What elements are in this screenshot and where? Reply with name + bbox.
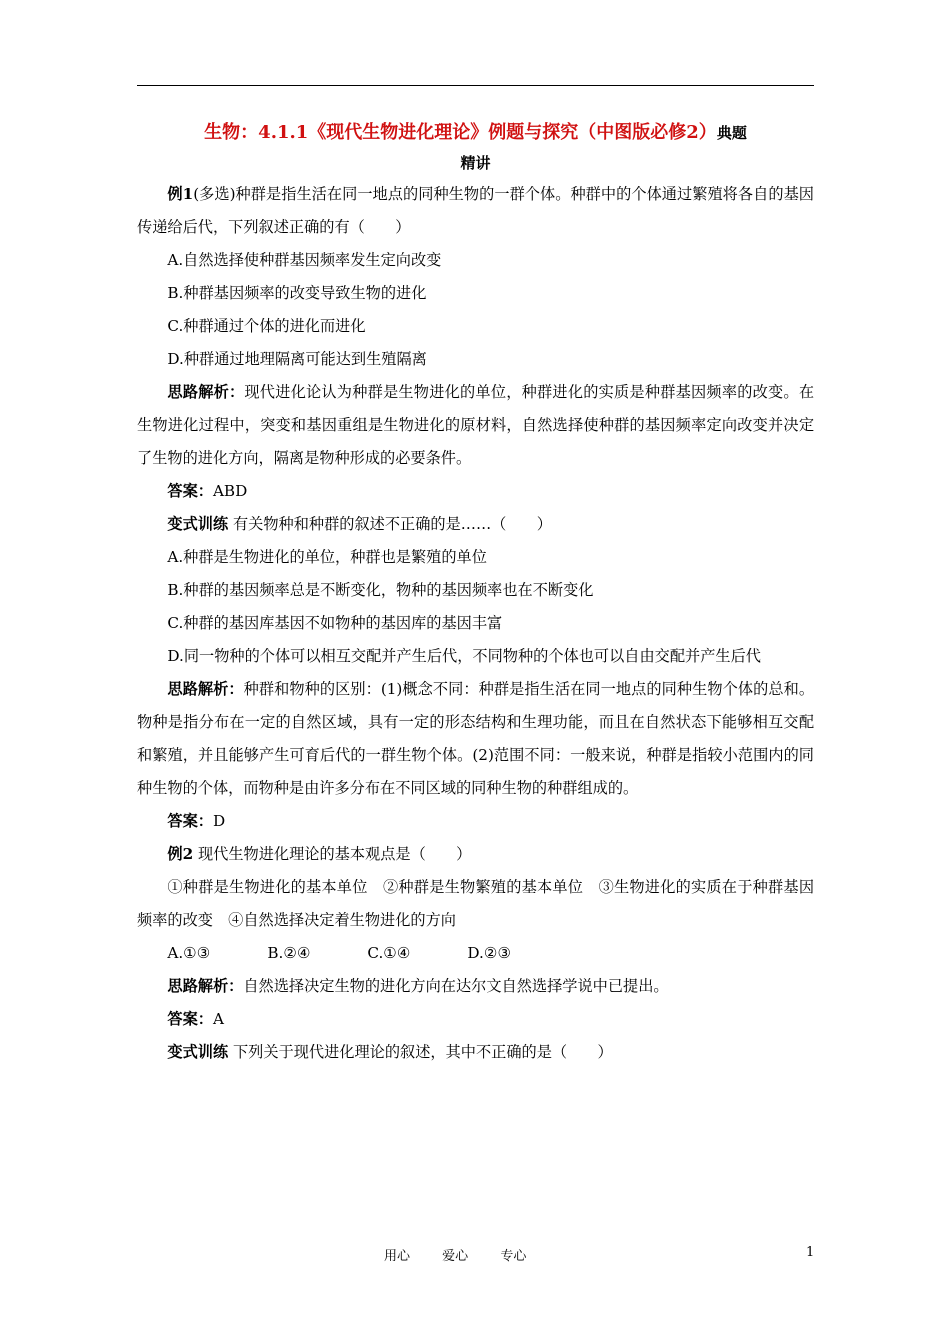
ex2-option-c: C.①④ xyxy=(367,944,411,962)
var1-option-b: B.种群的基因频率总是不断变化，物种的基因频率也在不断变化 xyxy=(167,581,594,599)
ex2-question xyxy=(137,838,814,871)
ex1-option-c: C.种群通过个体的进化而进化 xyxy=(167,317,366,335)
ex1-answer-label: 答案： xyxy=(167,482,213,500)
ex2-label: 例2 xyxy=(167,845,194,863)
ex2-option-a: A.①③ xyxy=(167,944,211,962)
ex2-answer xyxy=(137,1003,814,1036)
ex2-answer-label: 答案： xyxy=(167,1010,213,1028)
var1-answer xyxy=(137,805,814,838)
ex2-option-b: B.②④ xyxy=(267,944,311,962)
ex1-label: 例1 xyxy=(167,185,194,203)
var1-label: 变式训练 xyxy=(167,515,229,533)
var1-question xyxy=(137,508,814,541)
footer-item-3: 专心 xyxy=(500,1249,527,1264)
var1-option-a: A.种群是生物进化的单位，种群也是繁殖的单位 xyxy=(167,548,487,566)
ex1-option-d: D.种群通过地理隔离可能达到生殖隔离 xyxy=(167,350,427,368)
ex2-analysis xyxy=(137,970,814,1003)
footer-item-1: 用心 xyxy=(384,1249,411,1264)
var1-option-d: D.同一物种的个体可以相互交配并产生后代，不同物种的个体也可以自由交配并产生后代 xyxy=(167,647,761,665)
var1-analysis-text: 种群和物种的区别：(1)概念不同：种群是指生活在同一地点的同种生物个体的总和。物种是指分布在一定的自然区域，具有一定的形态结构和生理功能，而且在自然状态下能够相互交配和繁殖，并且能够产生可育后代的一群生物个体。(2)范围不同：一般来说，种群是指较小范围内的同种生物的个体，而物种是由许多分布在不同区域的同种生物的种群组成的。 xyxy=(137,680,815,797)
ex2-option-d: D.②③ xyxy=(467,944,512,962)
ex2-options xyxy=(137,937,814,970)
ex1-question xyxy=(137,178,814,244)
var2-text: 下列关于现代进化理论的叙述，其中不正确的是（ ） xyxy=(228,1043,613,1061)
ex2-analysis-label: 思路解析： xyxy=(167,977,244,995)
footer-item-2: 爱心 xyxy=(442,1249,469,1264)
ex1-text: (多选)种群是指生活在同一地点的同种生物的一群个体。种群中的个体通过繁殖将各自的基因传递给后代，下列叙述正确的有（ ） xyxy=(137,185,814,236)
document-page xyxy=(137,118,814,1069)
title-black: 典题 xyxy=(716,124,747,142)
header-rule xyxy=(137,85,814,86)
var2-question xyxy=(137,1036,814,1069)
ex1-option-a: A.自然选择使种群基因频率发生定向改变 xyxy=(167,251,442,269)
var2-label: 变式训练 xyxy=(167,1043,229,1061)
var1-answer-text: D xyxy=(212,812,226,830)
ex1-analysis-label: 思路解析： xyxy=(167,383,245,401)
var1-analysis-label: 思路解析： xyxy=(167,680,244,698)
var1-answer-label: 答案： xyxy=(167,812,213,830)
ex2-answer-text: A xyxy=(212,1010,224,1028)
document-title xyxy=(137,118,814,178)
var1-option-c: C.种群的基因库基因不如物种的基因库的基因丰富 xyxy=(167,614,503,632)
var1-text: 有关物种和种群的叙述不正确的是……（ ） xyxy=(228,515,552,533)
var1-analysis xyxy=(137,673,814,805)
ex2-analysis-text: 自然选择决定生物的进化方向在达尔文自然选择学说中已提出。 xyxy=(243,977,669,995)
title-line2: 精讲 xyxy=(460,154,491,172)
ex2-text: 现代生物进化理论的基本观点是（ ） xyxy=(193,845,472,863)
ex1-analysis-text: 现代进化论认为种群是生物进化的单位，种群进化的实质是种群基因频率的改变。在生物进化过程中，突变和基因重组是生物进化的原材料，自然选择使种群的基因频率定向改变并决定了生物的进化方向，隔离是物种形成的必要条件。 xyxy=(137,383,815,467)
ex1-analysis xyxy=(137,376,814,475)
ex1-answer xyxy=(137,475,814,508)
footer-motto xyxy=(384,1245,554,1264)
page-number: 1 xyxy=(806,1245,815,1260)
title-red: 生物：4.1.1《现代生物进化理论》例题与探究（中图版必修2） xyxy=(204,122,717,143)
ex1-option-b: B.种群基因频率的改变导致生物的进化 xyxy=(167,284,427,302)
ex1-answer-text: ABD xyxy=(212,482,248,500)
ex2-statements: ①种群是生物进化的基本单位 ②种群是生物繁殖的基本单位 ③生物进化的实质在于种群基因频率的改变 ④自然选择决定着生物进化的方向 xyxy=(137,878,814,929)
